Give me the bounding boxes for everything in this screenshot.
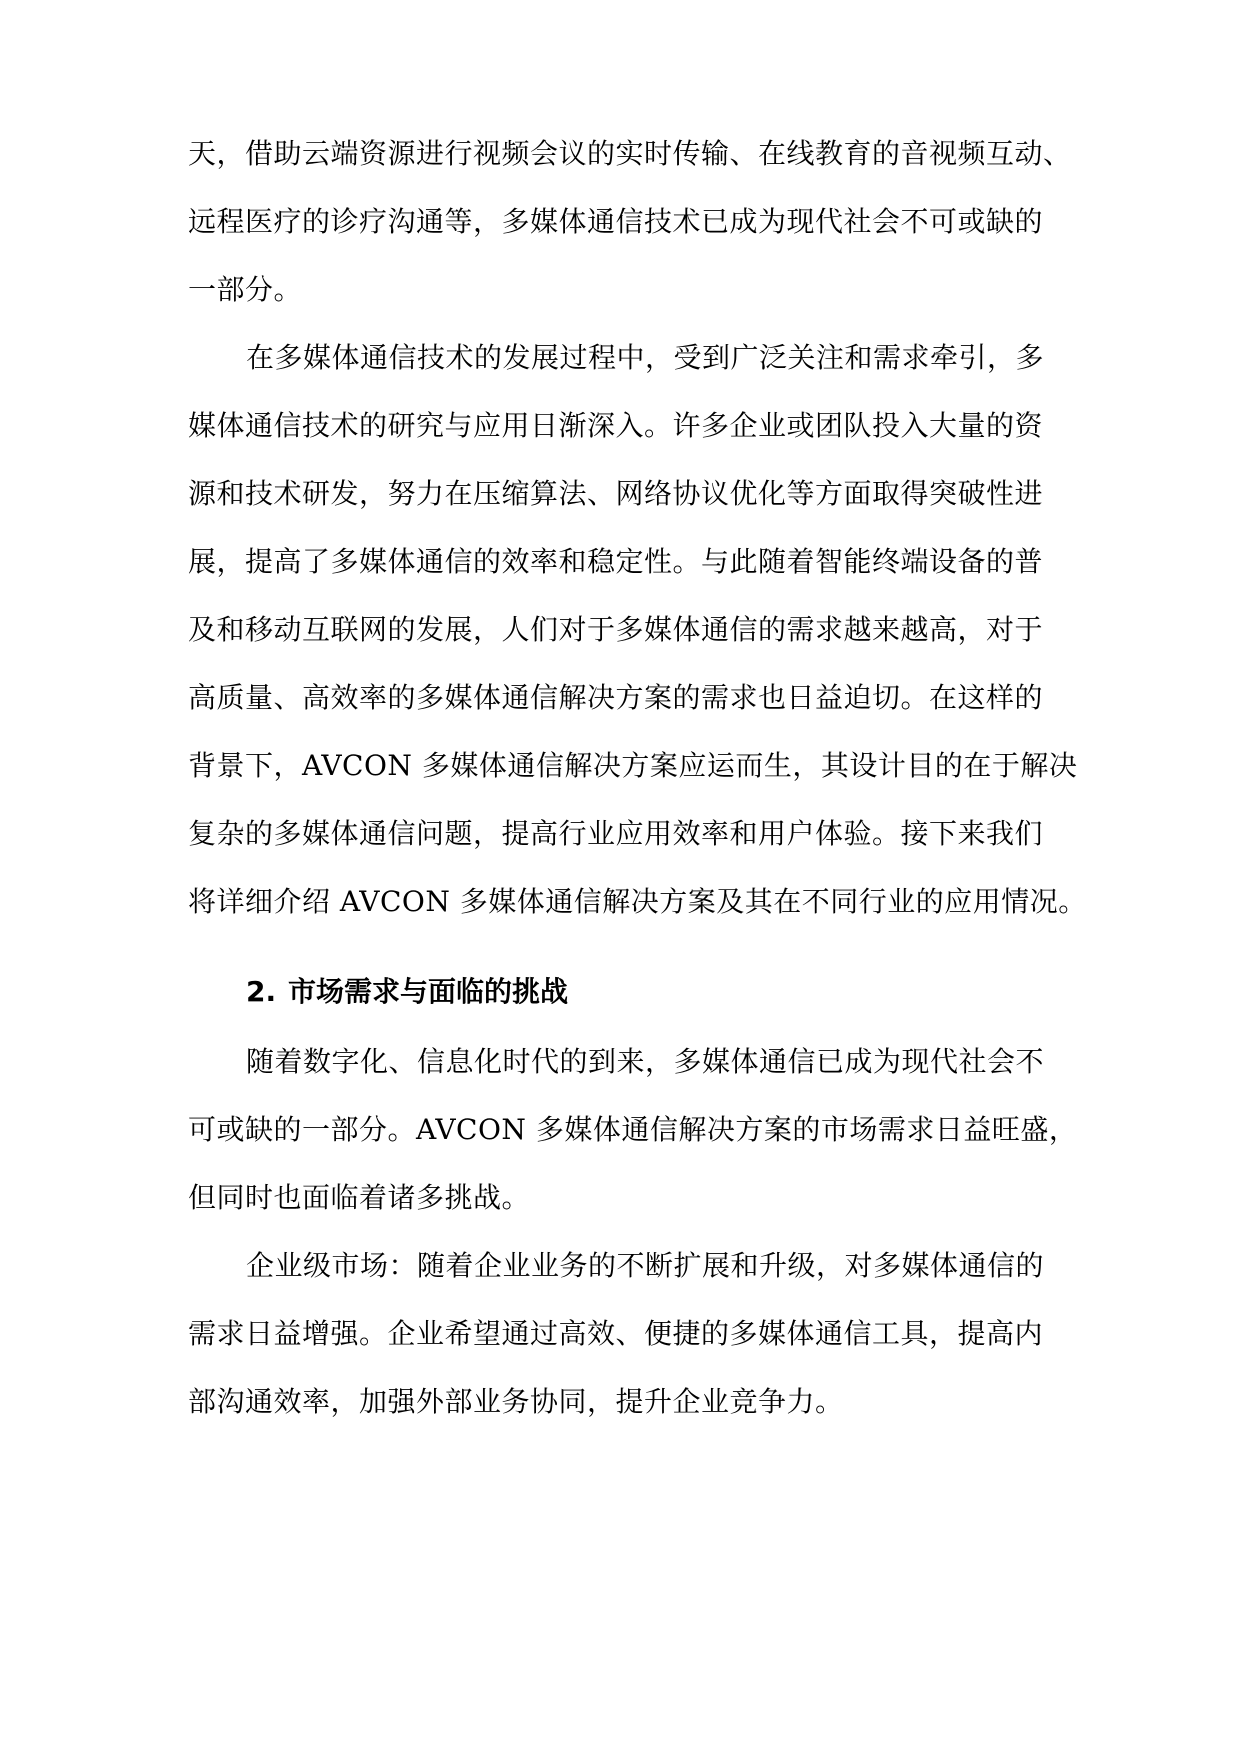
paragraph-2-line-6: 高质量、高效率的多媒体通信解决方案的需求也日益迫切。在这样的 (188, 681, 1044, 714)
paragraph-4-line-2: 需求日益增强。企业希望通过高效、便捷的多媒体通信工具，提高内 (188, 1317, 1044, 1350)
paragraph-4-line-1: 企业级市场：随着企业业务的不断扩展和升级，对多媒体通信的 (246, 1249, 1045, 1282)
paragraph-4-line-3: 部沟通效率，加强外部业务协同，提升企业竞争力。 (188, 1385, 844, 1418)
paragraph-3-line-1: 随着数字化、信息化时代的到来，多媒体通信已成为现代社会不 (246, 1045, 1045, 1078)
paragraph-2-line-7: 背景下，AVCON 多媒体通信解决方案应运而生，其设计目的在于解决 (188, 749, 1078, 782)
paragraph-2-line-1: 在多媒体通信技术的发展过程中，受到广泛关注和需求牵引，多 (246, 341, 1045, 374)
paragraph-3-line-2: 可或缺的一部分。AVCON 多媒体通信解决方案的市场需求日益旺盛， (188, 1113, 1078, 1146)
paragraph-2-line-5: 及和移动互联网的发展，人们对于多媒体通信的需求越来越高，对于 (188, 613, 1044, 646)
paragraph-1-line-3: 一部分。 (188, 273, 303, 306)
paragraph-1-line-1: 天，借助云端资源进行视频会议的实时传输、在线教育的音视频互动、 (188, 137, 1072, 170)
section-heading (246, 972, 568, 1012)
paragraph-2-line-9: 将详细介绍 AVCON 多媒体通信解决方案及其在不同行业的应用情况。 (188, 885, 1087, 918)
section-number: 2. (246, 975, 277, 1008)
paragraph-2-line-2: 媒体通信技术的研究与应用日渐深入。许多企业或团队投入大量的资 (188, 409, 1044, 442)
paragraph-3-line-3: 但同时也面临着诸多挑战。 (188, 1181, 531, 1214)
paragraph-1-line-2: 远程医疗的诊疗沟通等，多媒体通信技术已成为现代社会不可或缺的 (188, 205, 1044, 238)
paragraph-2-line-8: 复杂的多媒体通信问题，提高行业应用效率和用户体验。接下来我们 (188, 817, 1044, 850)
section-title: 市场需求与面临的挑战 (288, 975, 569, 1008)
paragraph-2-line-4: 展，提高了多媒体通信的效率和稳定性。与此随着智能终端设备的普 (188, 545, 1044, 578)
paragraph-2-line-3: 源和技术研发，努力在压缩算法、网络协议优化等方面取得突破性进 (188, 477, 1044, 510)
